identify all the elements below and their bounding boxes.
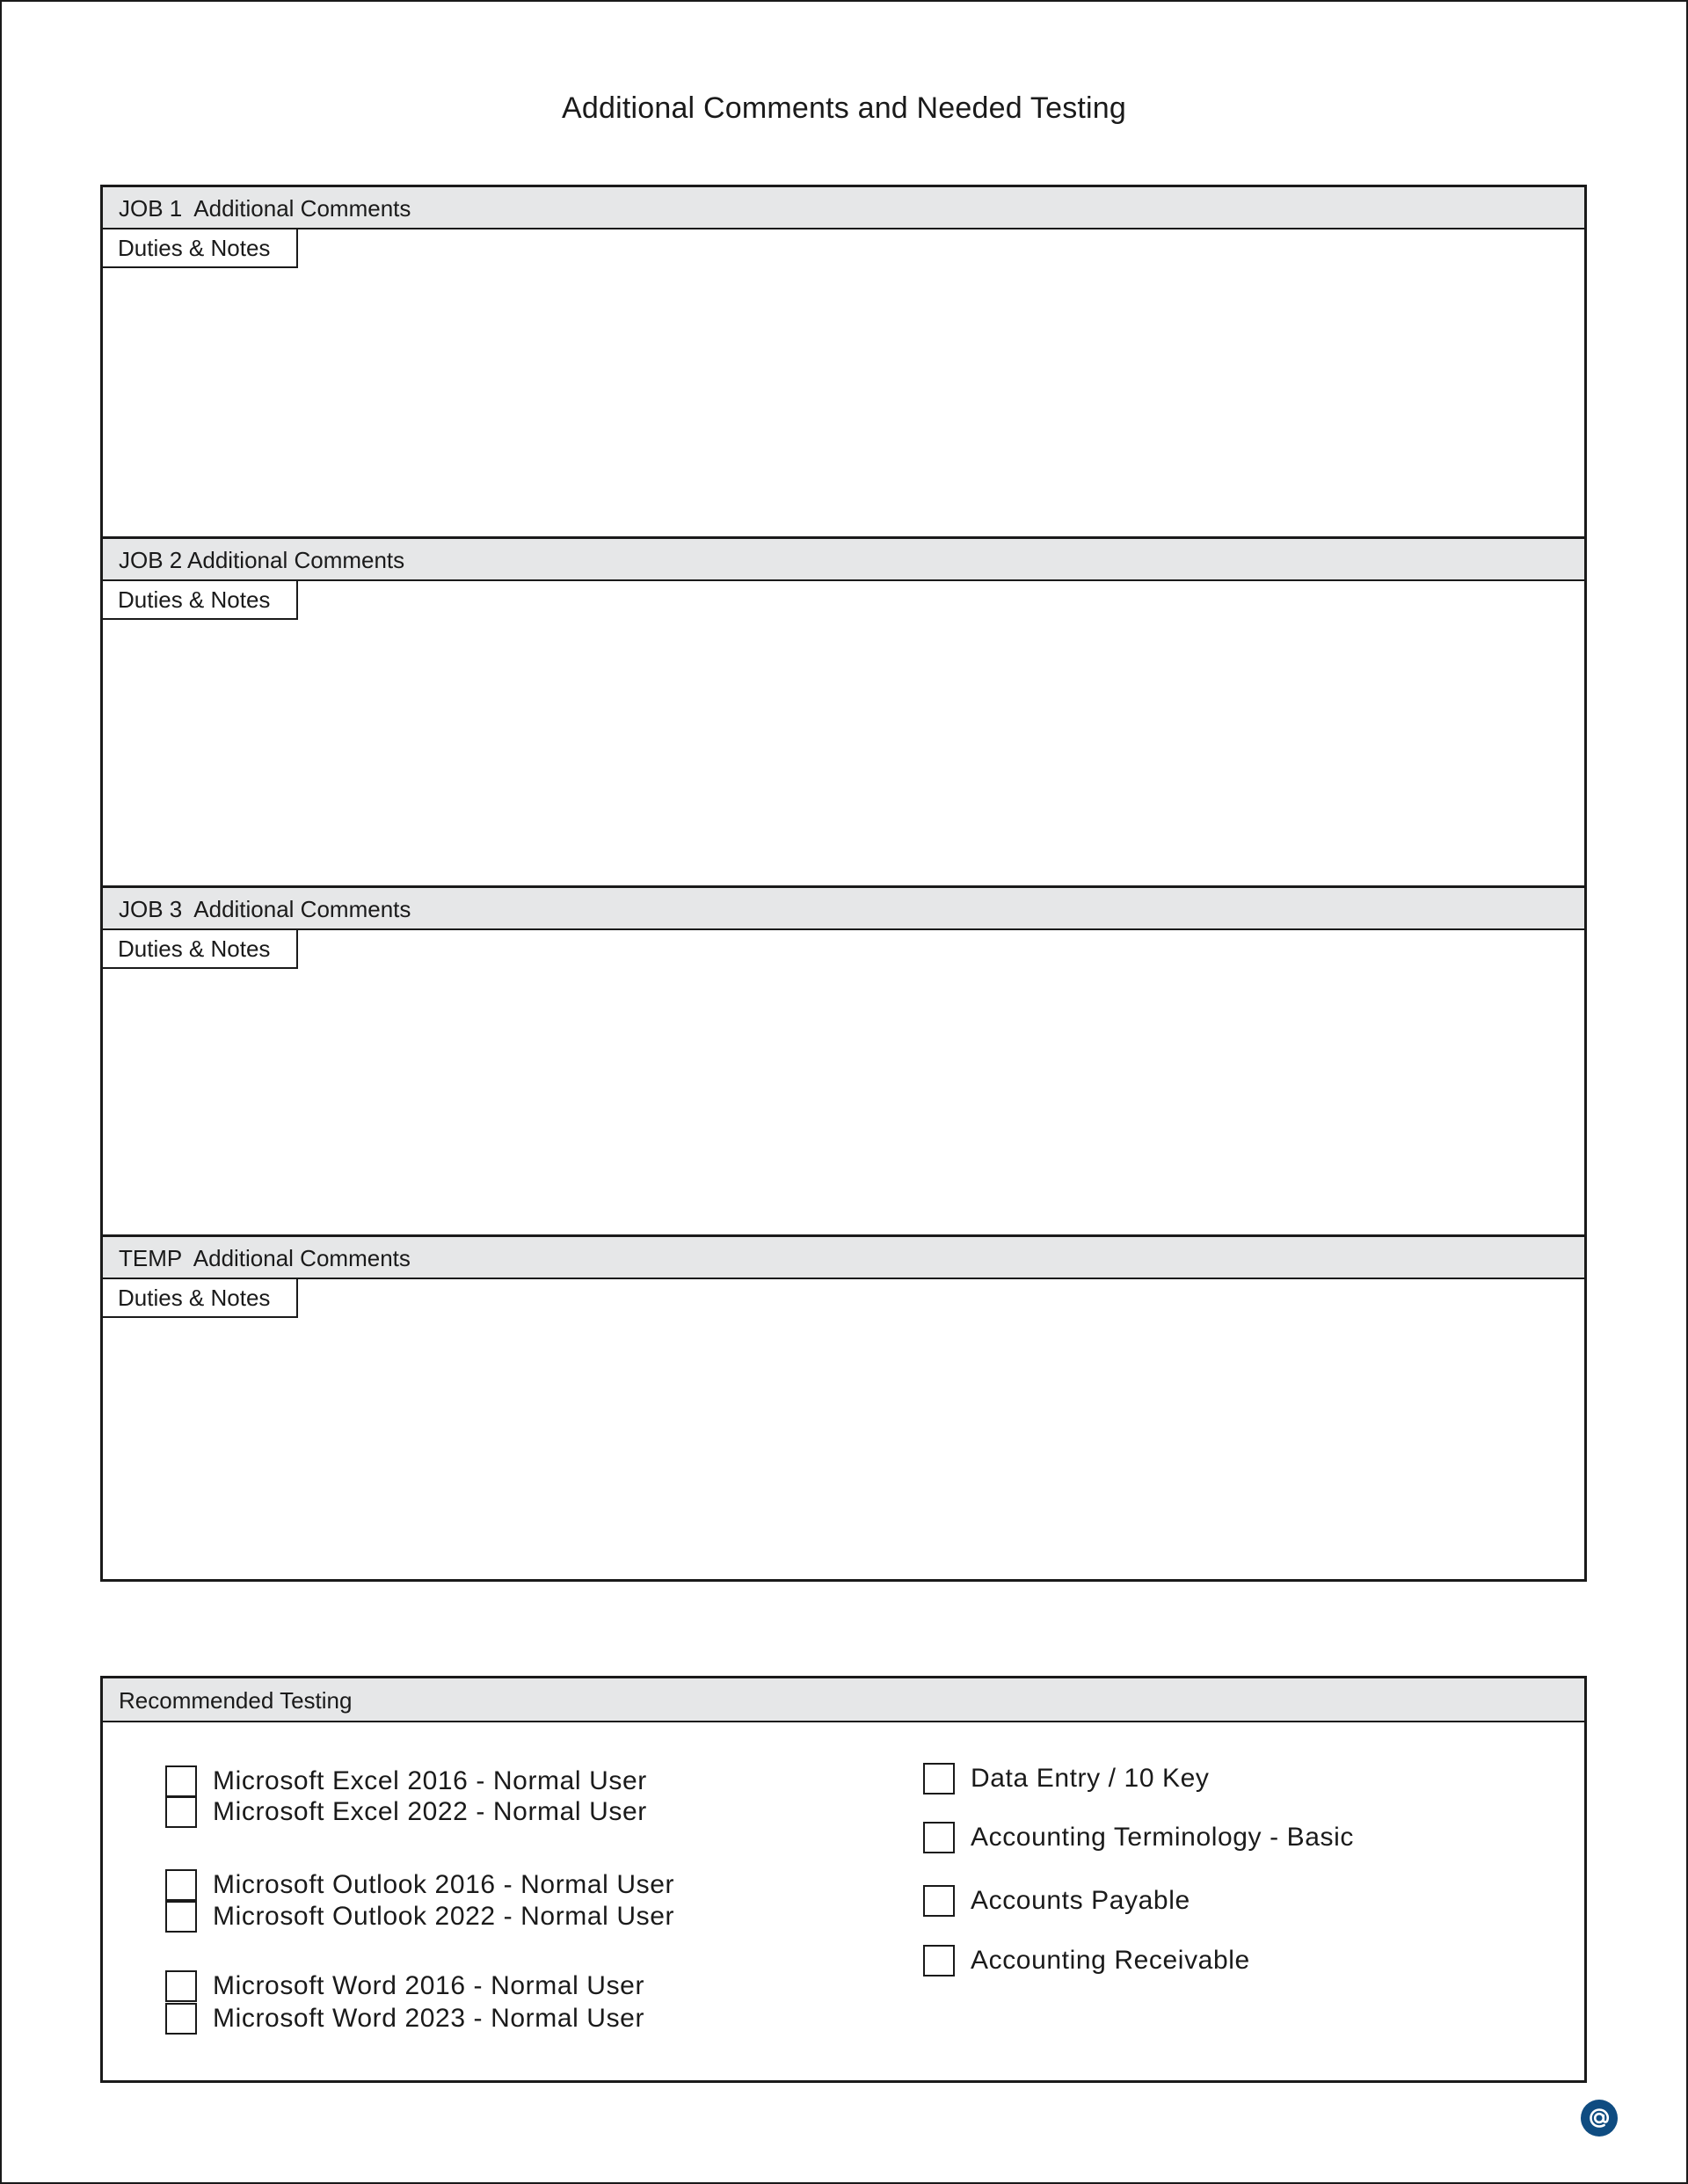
section-header: TEMP Additional Comments [103,1237,1584,1279]
test-accounts-payable[interactable] [923,1885,1190,1917]
section-job-3 [103,885,1584,1234]
checkbox-label: Accounts Payable [971,1886,1190,1915]
checkbox[interactable] [923,1763,955,1795]
notes-tab-label: Duties & Notes [103,229,298,268]
checkbox[interactable] [923,1945,955,1977]
checkbox-label: Microsoft Outlook 2016 - Normal User [213,1870,675,1899]
section-job-2 [103,536,1584,885]
recommended-testing-panel [100,1676,1587,2083]
notes-tab-label: Duties & Notes [103,930,298,969]
section-header: JOB 3 Additional Comments [103,888,1584,930]
notes-tab-label: Duties & Notes [103,1279,298,1318]
checkbox-label: Accounting Terminology - Basic [971,1823,1354,1852]
test-word-2016[interactable] [165,1970,644,2002]
testing-header: Recommended Testing [103,1678,1584,1722]
checkbox-label: Microsoft Outlook 2022 - Normal User [213,1902,675,1931]
checkbox[interactable] [923,1822,955,1853]
checkbox[interactable] [165,2003,197,2035]
checkbox[interactable] [165,1869,197,1901]
notes-tab-label: Duties & Notes [103,581,298,620]
section-header: JOB 1 Additional Comments [103,187,1584,229]
test-outlook-2016[interactable] [165,1869,674,1901]
at-sign-icon-glyph [1586,2105,1612,2131]
test-word-2023[interactable] [165,2003,644,2035]
section-temp [103,1234,1584,1579]
checkbox-label: Microsoft Word 2016 - Normal User [213,1971,645,2000]
notes-field[interactable] [103,268,1584,536]
checkbox[interactable] [165,1796,197,1828]
page-title: Additional Comments and Needed Testing [561,91,1127,125]
checkbox-label: Microsoft Word 2023 - Normal User [213,2004,645,2033]
section-header: JOB 2 Additional Comments [103,539,1584,581]
checkbox-label: Accounting Receivable [971,1946,1250,1975]
test-excel-2016[interactable] [165,1765,647,1797]
test-accounting-terminology[interactable] [923,1822,1354,1853]
checkbox-label: Microsoft Excel 2022 - Normal User [213,1797,647,1826]
section-job-1 [103,187,1584,536]
checkbox-label: Microsoft Excel 2016 - Normal User [213,1766,647,1795]
at-sign-icon [1581,2100,1618,2137]
test-accounting-receivable[interactable] [923,1945,1250,1977]
notes-field[interactable] [103,620,1584,885]
notes-field[interactable] [103,1318,1584,1579]
checkbox-label: Data Entry / 10 Key [971,1764,1210,1793]
checkbox[interactable] [165,1970,197,2002]
comments-container [100,185,1587,1582]
test-outlook-2022[interactable] [165,1901,674,1933]
checkbox[interactable] [923,1885,955,1917]
notes-field[interactable] [103,969,1584,1234]
checkbox[interactable] [165,1901,197,1933]
test-data-entry[interactable] [923,1763,1210,1795]
test-excel-2022[interactable] [165,1796,647,1828]
checkbox[interactable] [165,1765,197,1797]
